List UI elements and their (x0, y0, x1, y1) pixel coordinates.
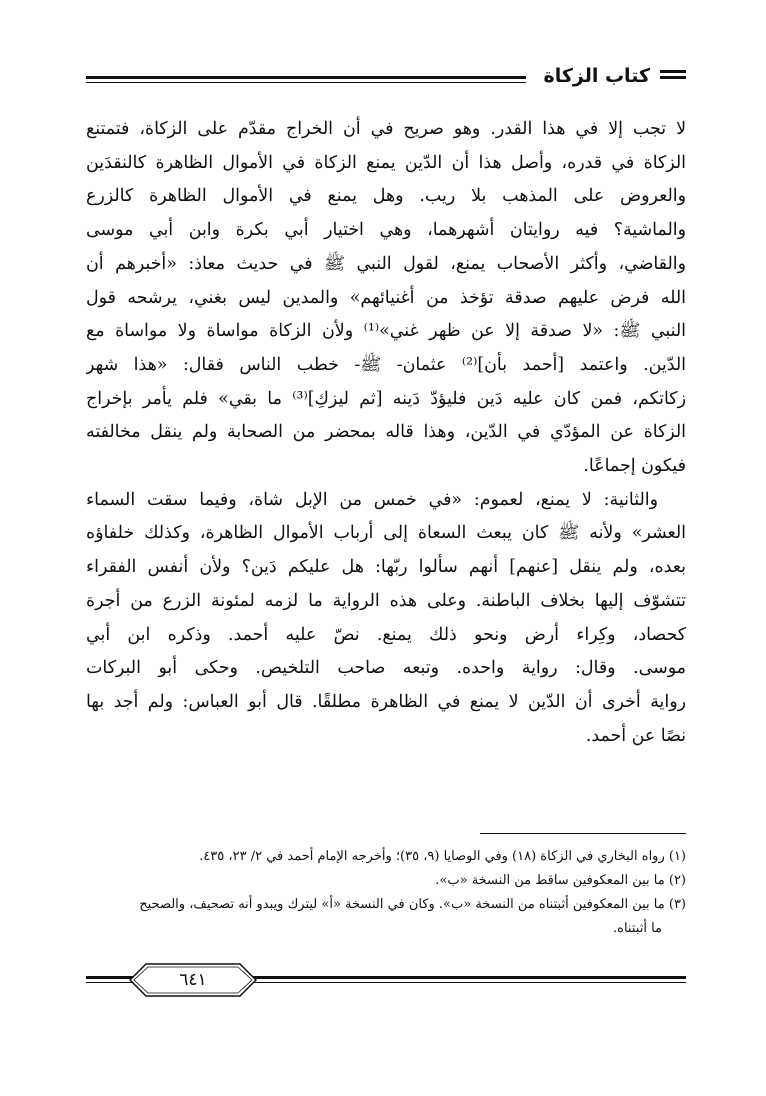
footnote: (١) رواه البخاري في الزكاة (١٨) وفي الوصايا (٩، ٣٥)؛ وأخرجه الإمام أحمد في ٢/ ٢٣، ٤٣٥. (199, 849, 686, 864)
main-text (86, 113, 686, 753)
text-line: كحصاد، وكِراء أرض ونحو ذلك يمنع. نصّ عليه أحمد. وذكره ابن أبي (86, 624, 686, 645)
header-rule-thin (86, 82, 526, 83)
footnote: (٣) ما بين المعكوفين أثبتناه من النسخة «ب». وكان في النسخة «أ» ليترك ويبدو أنه تصحيف، والصحيح (139, 897, 686, 912)
text-line: الله فرض عليهم صدقة تؤخذ من أغنيائهم» والمدين ليس بغني، يرشحه قول (86, 287, 686, 308)
text-line: العشر» ولأنه ﷺ كان يبعث السعاة إلى أرباب الأموال الظاهرة، وكذلك خلفاؤه (86, 523, 686, 544)
page-number: ٦٤١ (179, 970, 207, 990)
text-line: الزكاة في قدره، وأصل هذا أن الدّين يمنع الزكاة في الأموال الظاهرة كالنقدَين (86, 152, 686, 173)
text-line: الدّين. واعتمد [أحمد بأن]⁽²⁾ عثمان- ﷺ- خطب الناس فقال: «هذا شهر (86, 354, 686, 375)
text-line: تتشوّف إليها بخلاف الباطنة. وعلى هذه الرواية ما لزمه لمئونة الزرع من أجرة (86, 590, 686, 611)
text-line: لا تجب إلا في هذا القدر. وهو صريح في أن الخراج مقدّم على الزكاة، فتمتنع (86, 119, 686, 139)
page-number-badge (128, 962, 258, 998)
text-line: فيكون إجماعًا. (583, 456, 686, 477)
text-line: بعده، ولم ينقل [عنهم] أنهم سألوا ربّها: هل عليكم دَين؟ ولأن أنفس الفقراء (86, 557, 686, 578)
text-line: الزكاة عن المؤدّي في الدّين، وهذا قاله بمحضر من الصحابة ولم ينقل مخالفته (86, 422, 686, 443)
text-line: والثانية: لا يمنع، لعموم: «في خمس من الإبل شاة، وفيما سقت السماء (86, 489, 658, 510)
header-ornament-icon (660, 70, 686, 82)
text-line: والقاضي، وأكثر الأصحاب يمنع، لقول النبي ﷺ في حديث معاذ: «أخبرهم أن (86, 253, 686, 274)
chapter-title: كتاب الزكاة (543, 65, 650, 87)
text-line: النبي ﷺ: «لا صدقة إلا عن ظهر غني»⁽¹⁾ ولأن الزكاة مواساة ولا مواساة مع (86, 321, 686, 342)
footnote-separator (480, 833, 686, 834)
text-line: والعروض على المذهب بلا ريب. وهل يمنع في الأموال الظاهرة كالزرع (86, 186, 686, 207)
header-rule-thick (86, 76, 526, 79)
text-line: زكاتكم، فمن كان عليه دَين فليؤدّ دَينه [ثم ليزكِ]⁽³⁾ ما بقي» فلم يأمر بإخراج (86, 388, 686, 409)
text-line: رواية أخرى أن الدّين لا يمنع في الظاهرة مطلقًا. قال أبو العباس: ولم أجد بها (86, 691, 686, 712)
page-footer (86, 962, 686, 998)
text-line: موسى. وقال: رواية واحده. وتبعه صاحب التلخيص. وحكى أبو البركات (86, 658, 686, 679)
footnote: (٢) ما بين المعكوفين ساقط من النسخة «ب». (435, 873, 686, 888)
running-header (86, 62, 686, 92)
footnote-continuation: ما أثبتناه. (613, 921, 662, 936)
text-line: والماشية؟ فيه روايتان أشهرهما، وهي اختيار أبي بكرة وابن أبي موسى (86, 220, 686, 241)
footnotes (86, 845, 686, 941)
text-line: نصًا عن أحمد. (585, 725, 686, 746)
